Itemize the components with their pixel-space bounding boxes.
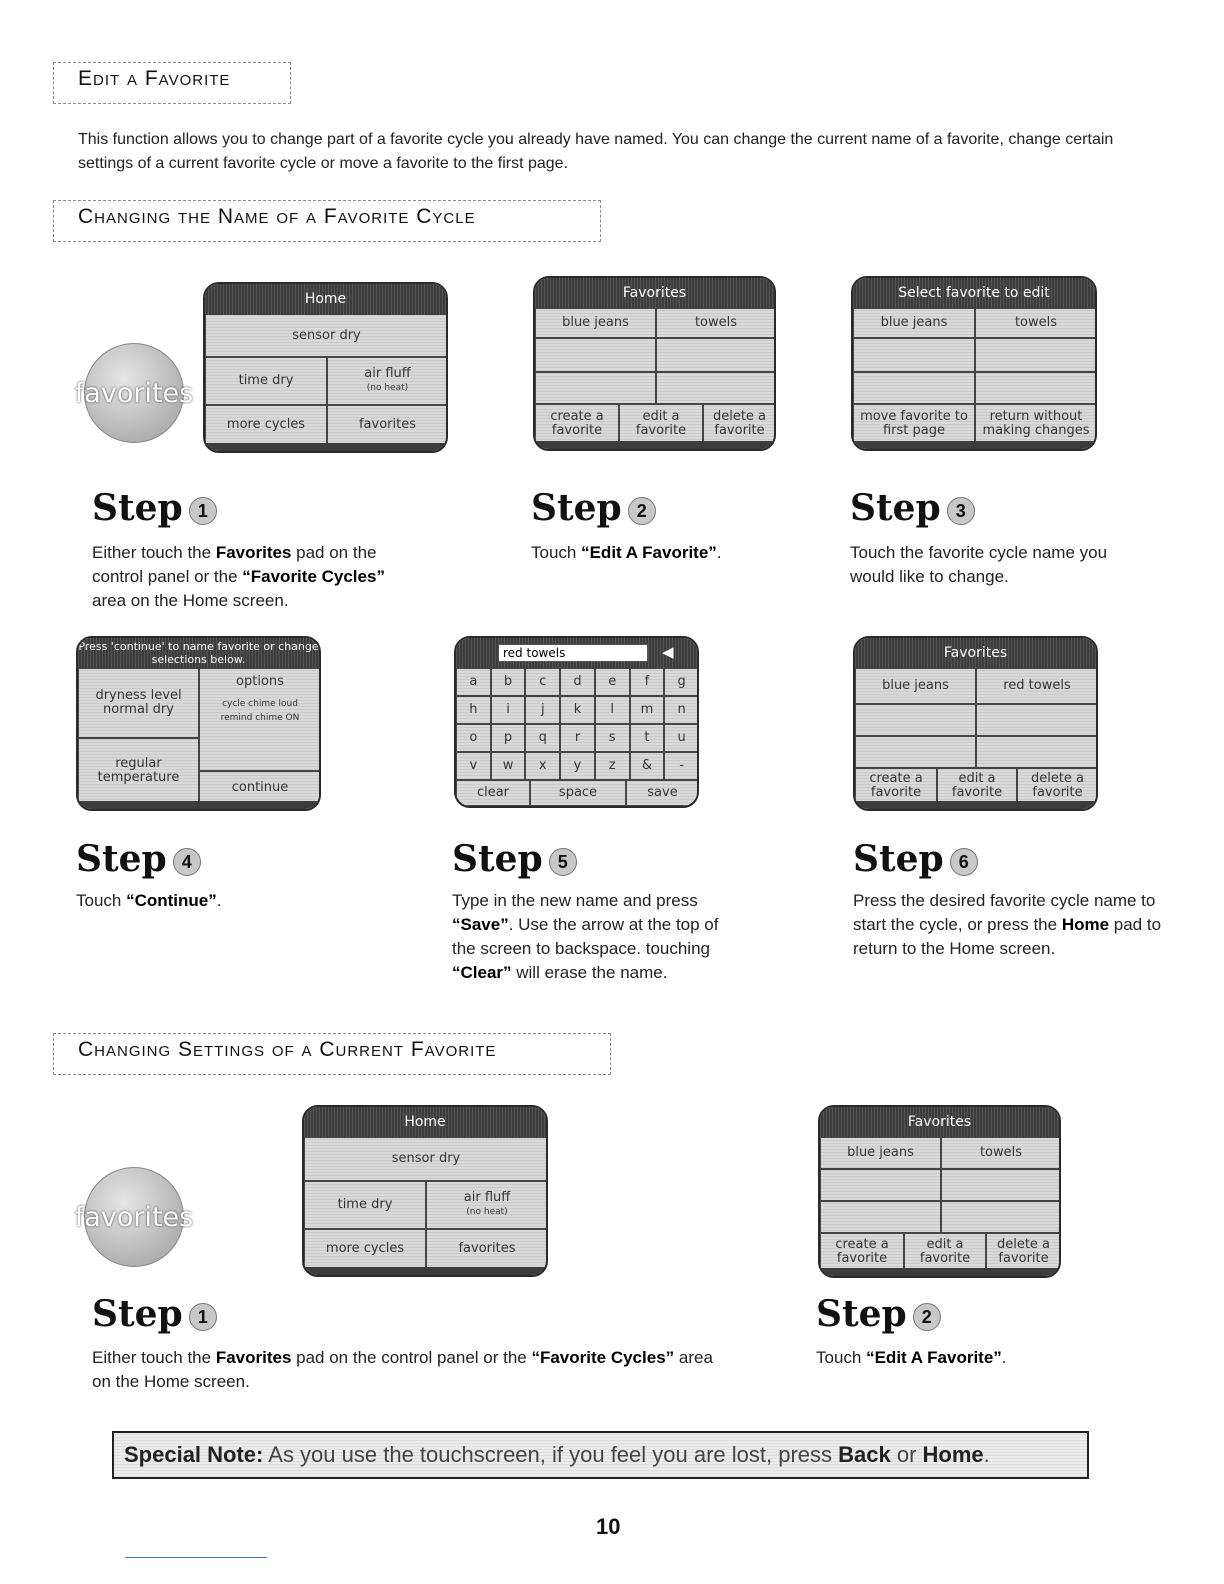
screen-bottom-bar — [535, 441, 774, 449]
continue-button[interactable]: continue — [199, 771, 321, 804]
options-label: options — [236, 674, 284, 689]
blue-jeans-button[interactable]: blue jeans — [853, 308, 975, 338]
blue-jeans-button[interactable]: blue jeans — [535, 308, 656, 338]
keyboard-key[interactable]: d — [560, 668, 595, 696]
step-number-badge: 2 — [913, 1303, 941, 1331]
keyboard-key[interactable]: m — [630, 696, 665, 724]
screen-bottom-bar — [205, 443, 446, 451]
section-heading-edit-favorite: Edit a Favorite — [53, 62, 291, 104]
favorites-button[interactable]: favorites — [426, 1229, 548, 1269]
edit-favorite-button[interactable]: edit a favorite — [904, 1233, 986, 1271]
favorites-updated-screen — [853, 636, 1098, 811]
sensor-dry-button[interactable]: sensor dry — [304, 1137, 548, 1181]
towels-button[interactable]: towels — [941, 1137, 1061, 1169]
keyboard-key[interactable]: f — [630, 668, 665, 696]
red-towels-button[interactable]: red towels — [976, 668, 1098, 704]
screen-bottom-bar — [853, 441, 1095, 449]
keyboard-key[interactable]: r — [560, 724, 595, 752]
screen-bottom-bar — [304, 1267, 546, 1275]
footer-rule — [125, 1557, 267, 1558]
more-cycles-button[interactable]: more cycles — [304, 1229, 426, 1269]
section-heading-change-name: Changing the Name of a Favorite Cycle — [53, 200, 601, 242]
keyboard-key[interactable]: q — [525, 724, 560, 752]
edit-favorite-button[interactable]: edit a favorite — [937, 768, 1017, 804]
screen-title: Favorites — [855, 638, 1096, 668]
step-number-badge: 5 — [549, 848, 577, 876]
empty-slot[interactable] — [535, 338, 656, 372]
keyboard-key[interactable]: i — [491, 696, 526, 724]
keyboard-key[interactable]: y — [560, 752, 595, 780]
screen-bottom-bar — [78, 801, 319, 809]
air-fluff-button[interactable] — [327, 357, 448, 405]
settings-step-1-text: Either touch the Favorites pad on the control panel or the “Favorite Cycles” area on the Home screen. — [92, 1348, 713, 1391]
settings-step-1-title: Step 1 — [92, 1293, 217, 1335]
empty-slot[interactable] — [941, 1201, 1061, 1233]
step-number-badge: 2 — [628, 497, 656, 525]
keyboard-key[interactable]: & — [630, 752, 665, 780]
empty-slot[interactable] — [535, 372, 656, 404]
section-heading-change-settings: Changing Settings of a Current Favorite — [53, 1033, 611, 1075]
delete-favorite-button[interactable]: delete a favorite — [986, 1233, 1061, 1271]
settings-step-2-text: Touch “Edit A Favorite”. — [816, 1348, 1007, 1367]
step-4-text: Touch “Continue”. — [76, 891, 222, 910]
home-screen — [203, 282, 448, 453]
return-without-changes-button[interactable]: return without making changes — [975, 404, 1097, 444]
more-cycles-button[interactable]: more cycles — [205, 405, 327, 445]
screen-title: Home — [205, 284, 446, 314]
keyboard-key[interactable]: a — [456, 668, 491, 696]
step-number-badge: 4 — [173, 848, 201, 876]
screen-title: Press 'continue' to name favorite or change selections below. — [78, 640, 319, 666]
air-fluff-label: air fluff — [364, 366, 411, 381]
keyboard-key[interactable]: x — [525, 752, 560, 780]
settings-step-2-title: Step 2 — [816, 1293, 941, 1335]
keyboard-key[interactable]: l — [595, 696, 630, 724]
option-chime-label: cycle chime loud — [222, 699, 298, 709]
step-1-title: Step 1 — [92, 487, 217, 529]
home-screen — [302, 1105, 548, 1277]
keyboard-key[interactable]: h — [456, 696, 491, 724]
empty-slot[interactable] — [855, 736, 976, 768]
option-remind-label: remind chime ON — [220, 713, 300, 723]
keyboard-key[interactable]: b — [491, 668, 526, 696]
intro-paragraph: This function allows you to change part of a favorite cycle you already have named. You can change the current name of a favorite, change certain settings of a current favorite cycle or move a favorite to the first page. — [78, 131, 1114, 172]
delete-favorite-button[interactable]: delete a favorite — [703, 404, 776, 444]
air-fluff-label: air fluff — [463, 1190, 511, 1205]
empty-slot[interactable] — [976, 736, 1098, 768]
empty-slot[interactable] — [656, 372, 776, 404]
empty-slot[interactable] — [976, 704, 1098, 736]
press-continue-screen — [76, 636, 321, 811]
create-favorite-button[interactable]: create a favorite — [820, 1233, 904, 1271]
keyboard-key[interactable]: j — [525, 696, 560, 724]
keyboard-key[interactable]: - — [664, 752, 699, 780]
empty-slot[interactable] — [820, 1201, 941, 1233]
step-number-badge: 1 — [189, 497, 217, 525]
empty-slot[interactable] — [975, 372, 1097, 404]
empty-slot[interactable] — [941, 1169, 1061, 1201]
keyboard-key[interactable]: s — [595, 724, 630, 752]
no-heat-label: (no heat) — [466, 1207, 508, 1217]
screen-bottom-bar — [855, 801, 1096, 809]
screen-title: Favorites — [820, 1107, 1059, 1137]
empty-slot[interactable] — [853, 338, 975, 372]
create-favorite-button[interactable]: create a favorite — [855, 768, 937, 804]
blue-jeans-button[interactable]: blue jeans — [820, 1137, 941, 1169]
step-5-text: Type in the new name and press “Save”. Use the arrow at the top of the screen to backspace. touching “Clear” will erase the name. — [452, 891, 719, 982]
favorites-button[interactable]: favorites — [327, 405, 448, 445]
backspace-arrow-icon[interactable]: ◀ — [662, 643, 674, 661]
air-fluff-button[interactable] — [426, 1181, 548, 1229]
step-3-title: Step 3 — [850, 487, 975, 529]
step-number-badge: 3 — [947, 497, 975, 525]
space-key[interactable]: space — [530, 780, 626, 806]
screen-title: Home — [304, 1107, 546, 1137]
keyboard-key[interactable]: t — [630, 724, 665, 752]
step-5-title: Step 5 — [452, 838, 577, 880]
no-heat-label: (no heat) — [366, 383, 409, 393]
keyboard-key[interactable]: p — [491, 724, 526, 752]
keyboard-key[interactable]: u — [664, 724, 699, 752]
keyboard-key[interactable]: k — [560, 696, 595, 724]
select-favorite-screen — [851, 276, 1097, 451]
temperature-button[interactable]: regular temperature — [78, 738, 199, 804]
keyboard-key[interactable]: z — [595, 752, 630, 780]
empty-slot[interactable] — [975, 338, 1097, 372]
delete-favorite-button[interactable]: delete a favorite — [1017, 768, 1098, 804]
step-3-text: Touch the favorite cycle name you would like to change. — [850, 543, 1108, 586]
edit-favorite-button[interactable]: edit a favorite — [619, 404, 703, 444]
favorites-screen — [818, 1105, 1061, 1278]
keyboard-key[interactable]: e — [595, 668, 630, 696]
keyboard-screen — [454, 636, 699, 808]
empty-slot[interactable] — [820, 1169, 941, 1201]
towels-button[interactable]: towels — [975, 308, 1097, 338]
keyboard-key[interactable]: n — [664, 696, 699, 724]
clear-key[interactable]: clear — [456, 780, 530, 806]
step-6-text: Press the desired favorite cycle name to start the cycle, or press the Home pad to return to the Home screen. — [853, 891, 1162, 958]
keyboard-key[interactable]: v — [456, 752, 491, 780]
keyboard-key[interactable]: c — [525, 668, 560, 696]
step-2-text: Touch “Edit A Favorite”. — [531, 543, 722, 562]
keyboard-key[interactable]: g — [664, 668, 699, 696]
page-number: 10 — [596, 1514, 621, 1539]
move-to-first-page-button[interactable]: move favorite to first page — [853, 404, 975, 444]
time-dry-button[interactable]: time dry — [304, 1181, 426, 1229]
keyboard-key[interactable]: w — [491, 752, 526, 780]
screen-bottom-bar — [820, 1268, 1059, 1276]
empty-slot[interactable] — [656, 338, 776, 372]
blue-jeans-button[interactable]: blue jeans — [855, 668, 976, 704]
step-number-badge: 6 — [950, 848, 978, 876]
special-note: Special Note: As you use the touchscreen, if you feel you are lost, press Back or Home. — [112, 1431, 1089, 1479]
keyboard-key[interactable]: o — [456, 724, 491, 752]
screen-title: Favorites — [535, 278, 774, 308]
favorites-pad-icon[interactable]: favorites — [84, 343, 184, 443]
step-1-text: Either touch the Favorites pad on the control panel or the “Favorite Cycles” area on the Home screen. — [92, 543, 385, 610]
empty-slot[interactable] — [855, 704, 976, 736]
step-2-title: Step 2 — [531, 487, 656, 529]
dryness-level-button[interactable]: dryness level normal dry — [78, 668, 199, 738]
favorites-screen — [533, 276, 776, 451]
favorites-pad-icon[interactable]: favorites — [84, 1167, 184, 1267]
save-key[interactable]: save — [626, 780, 699, 806]
sensor-dry-button[interactable]: sensor dry — [205, 314, 448, 357]
screen-title: Select favorite to edit — [853, 278, 1095, 308]
name-input[interactable]: red towels — [498, 644, 648, 662]
create-favorite-button[interactable]: create a favorite — [535, 404, 619, 444]
towels-button[interactable]: towels — [656, 308, 776, 338]
step-4-title: Step 4 — [76, 838, 201, 880]
step-number-badge: 1 — [189, 1303, 217, 1331]
options-button[interactable] — [199, 668, 321, 771]
time-dry-button[interactable]: time dry — [205, 357, 327, 405]
step-6-title: Step 6 — [853, 838, 978, 880]
empty-slot[interactable] — [853, 372, 975, 404]
